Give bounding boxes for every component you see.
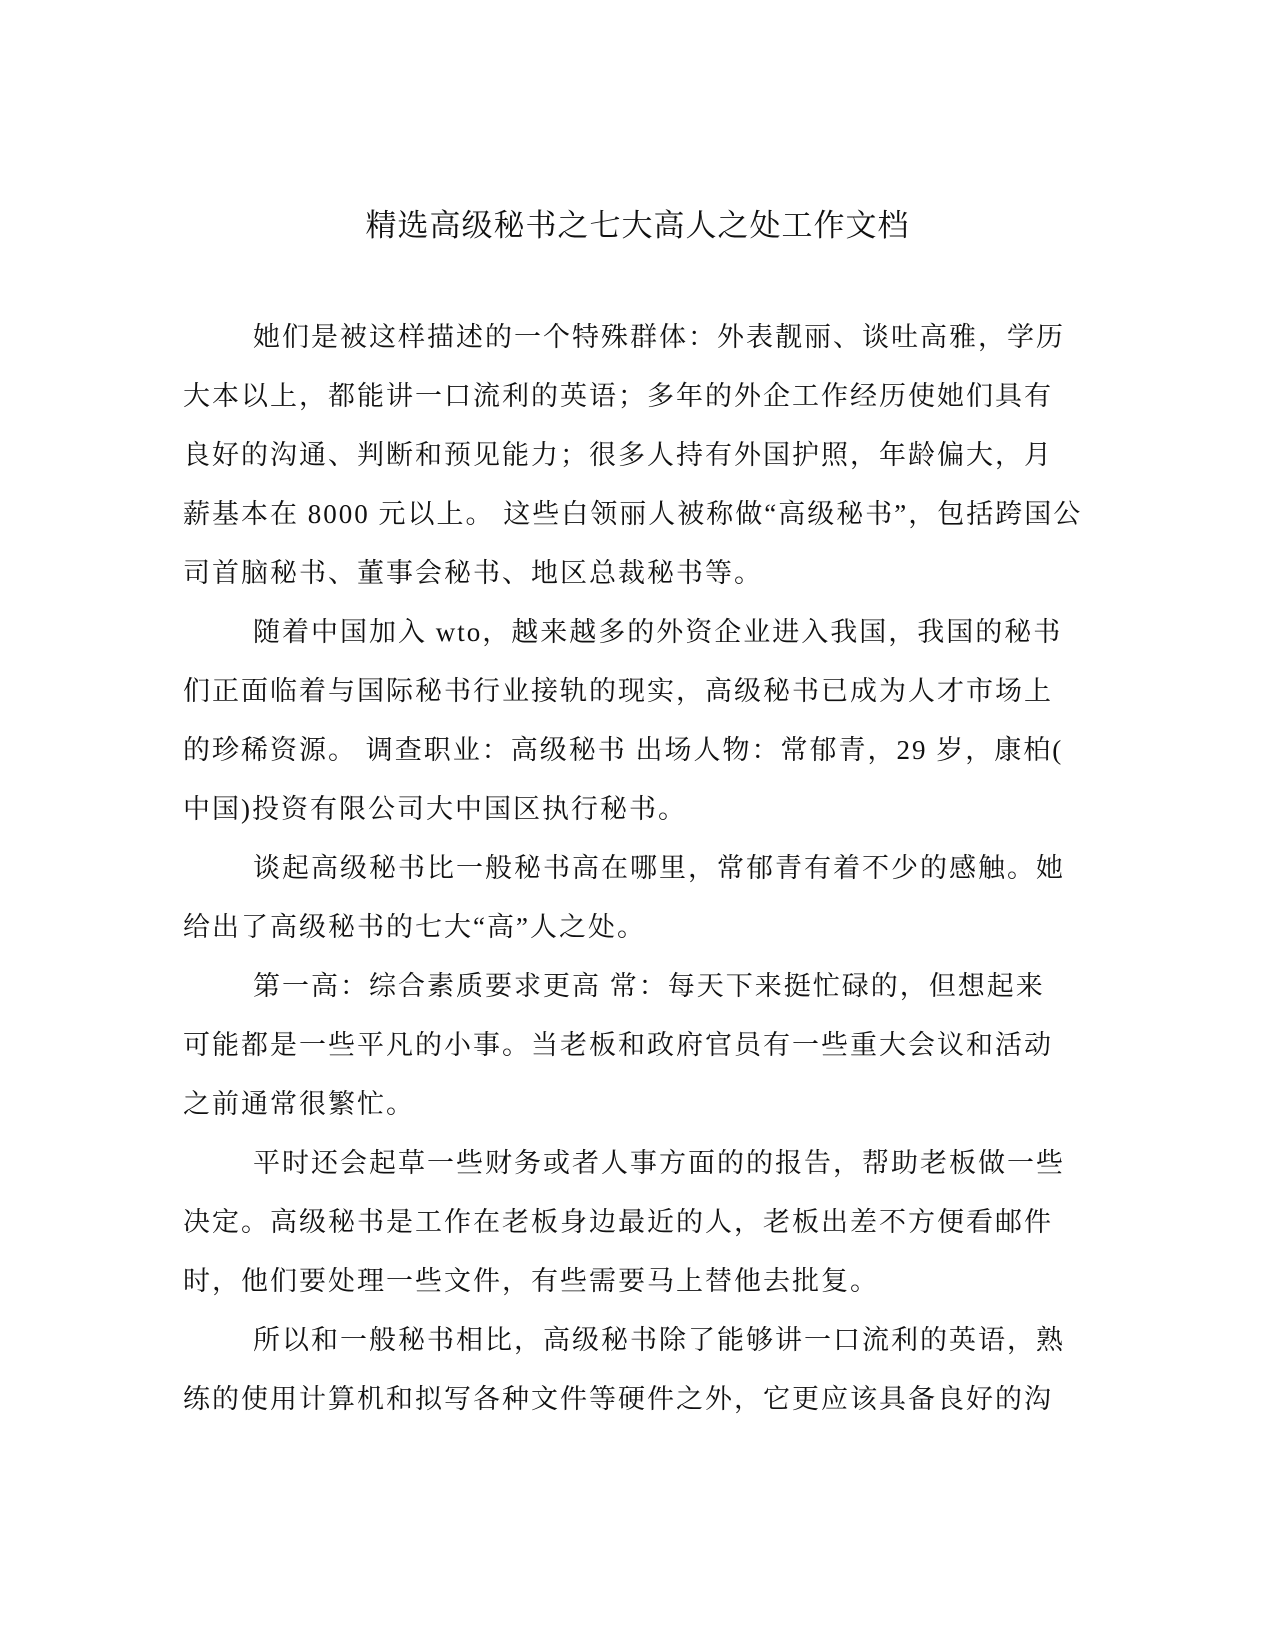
paragraph-line: 之前通常很繁忙。 <box>183 1089 415 1119</box>
paragraph-line: 第一高：综合素质要求更高 常：每天下来挺忙碌的，但想起来 <box>253 971 1045 1001</box>
paragraph-line: 的珍稀资源。 调查职业：高级秘书 出场人物：常郁青，29 岁，康柏( <box>183 735 1064 765</box>
paragraph-line: 决定。高级秘书是工作在老板身边最近的人，老板出差不方便看邮件 <box>183 1207 1053 1237</box>
paragraph-line: 薪基本在 8000 元以上。 这些白领丽人被称做“高级秘书”，包括跨国公 <box>183 499 1083 529</box>
document-title: 精选高级秘书之七大高人之处工作文档 <box>365 208 910 243</box>
document-body <box>183 308 1083 1429</box>
paragraph-line: 所以和一般秘书相比，高级秘书除了能够讲一口流利的英语，熟 <box>253 1325 1065 1355</box>
paragraph-line: 谈起高级秘书比一般秘书高在哪里，常郁青有着不少的感触。她 <box>253 853 1065 883</box>
paragraph-line: 中国)投资有限公司大中国区执行秘书。 <box>183 794 687 824</box>
paragraph-line: 司首脑秘书、董事会秘书、地区总裁秘书等。 <box>183 558 763 588</box>
paragraph-line: 时，他们要处理一些文件，有些需要马上替他去批复。 <box>183 1266 879 1296</box>
paragraph-line: 她们是被这样描述的一个特殊群体：外表靓丽、谈吐高雅，学历 <box>253 322 1065 352</box>
paragraph-line: 练的使用计算机和拟写各种文件等硬件之外，它更应该具备良好的沟 <box>183 1384 1053 1414</box>
paragraph-line: 可能都是一些平凡的小事。当老板和政府官员有一些重大会议和活动 <box>183 1030 1053 1060</box>
paragraph-line: 们正面临着与国际秘书行业接轨的现实，高级秘书已成为人才市场上 <box>183 676 1053 706</box>
paragraph-line: 随着中国加入 wto，越来越多的外资企业进入我国，我国的秘书 <box>253 617 1063 647</box>
paragraph-line: 平时还会起草一些财务或者人事方面的的报告，帮助老板做一些 <box>253 1148 1065 1178</box>
paragraph-line: 大本以上，都能讲一口流利的英语；多年的外企工作经历使她们具有 <box>183 381 1053 411</box>
paragraph-line: 给出了高级秘书的七大“高”人之处。 <box>183 912 646 942</box>
paragraph-line: 良好的沟通、判断和预见能力；很多人持有外国护照，年龄偏大，月 <box>183 440 1053 470</box>
